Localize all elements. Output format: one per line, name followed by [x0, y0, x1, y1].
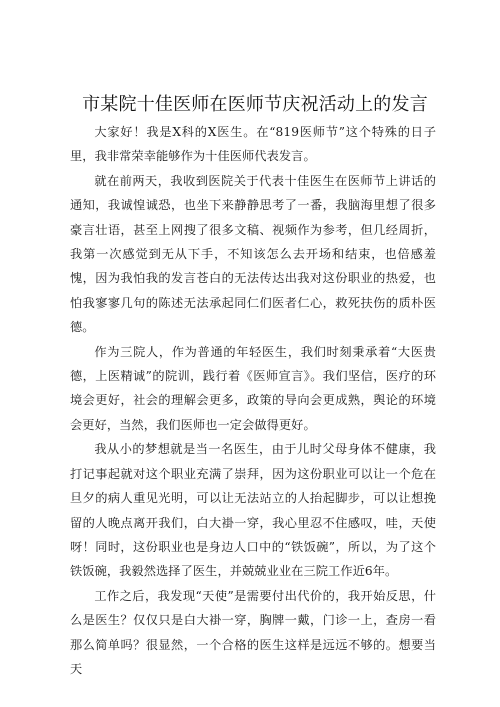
document-body [70, 120, 436, 681]
paragraph-notification: 就在前两天，我收到医院关于代表十佳医生在医师节上讲话的通知，我诚惶诚恐，也坐下来静静思考了一番，我脑海里想了很多豪言壮语，甚至上网搜了很多文稿、视频作为参考，但几经周折，我第一次感觉到无从下手，不知该怎么去开场和结束，也倍感羞愧，因为我怕我的发言苍白的无法传达出我对这份职业的热爱，也怕我寥寥几句的陈述无法承起同仁们医者仁心，救死扶伤的质朴医德。 [70, 173, 436, 335]
document-title: 市某院十佳医师在医师节庆祝活动上的发言 [82, 94, 428, 115]
paragraph-reflection: 工作之后，我发现“天使”是需要付出代价的，我开始反思，什么是医生？仅仅只是白大褂一穿，胸牌一戴，门诊一上，查房一看那么简单吗？很显然，一个合格的医生这样是远远不够的。想要当天 [70, 588, 436, 676]
paragraph-hospital-motto: 作为三院人，作为普通的年轻医生，我们时刻秉承着“大医贵德，上医精诚”的院训，践行着《医师宣言》。我们坚信，医疗的环境会更好，社会的理解会更多，政策的导向会更成熟，舆论的环境会更好，当然，我们医师也一定会做得更好。 [70, 344, 436, 432]
paragraph-greeting: 大家好！我是X科的X医生。在“819医师节”这个特殊的日子里，我非常荣幸能够作为十佳医师代表发言。 [70, 125, 436, 164]
paragraph-childhood-dream: 我从小的梦想就是当一名医生，由于儿时父母身体不健康，我打记事起就对这个职业充满了崇拜，因为这份职业可以让一个危在旦夕的病人重见光明，可以让无法站立的人抬起脚步，可以让想挽留的人晚点离开我们，白大褂一穿，我心里忍不住感叹，哇，天使呀！同时，这份职业也是身边人口中的“铁饭碗”，所以，为了这个铁饭碗，我毅然选择了医生，并兢兢业业在三院工作近6年。 [70, 442, 436, 579]
